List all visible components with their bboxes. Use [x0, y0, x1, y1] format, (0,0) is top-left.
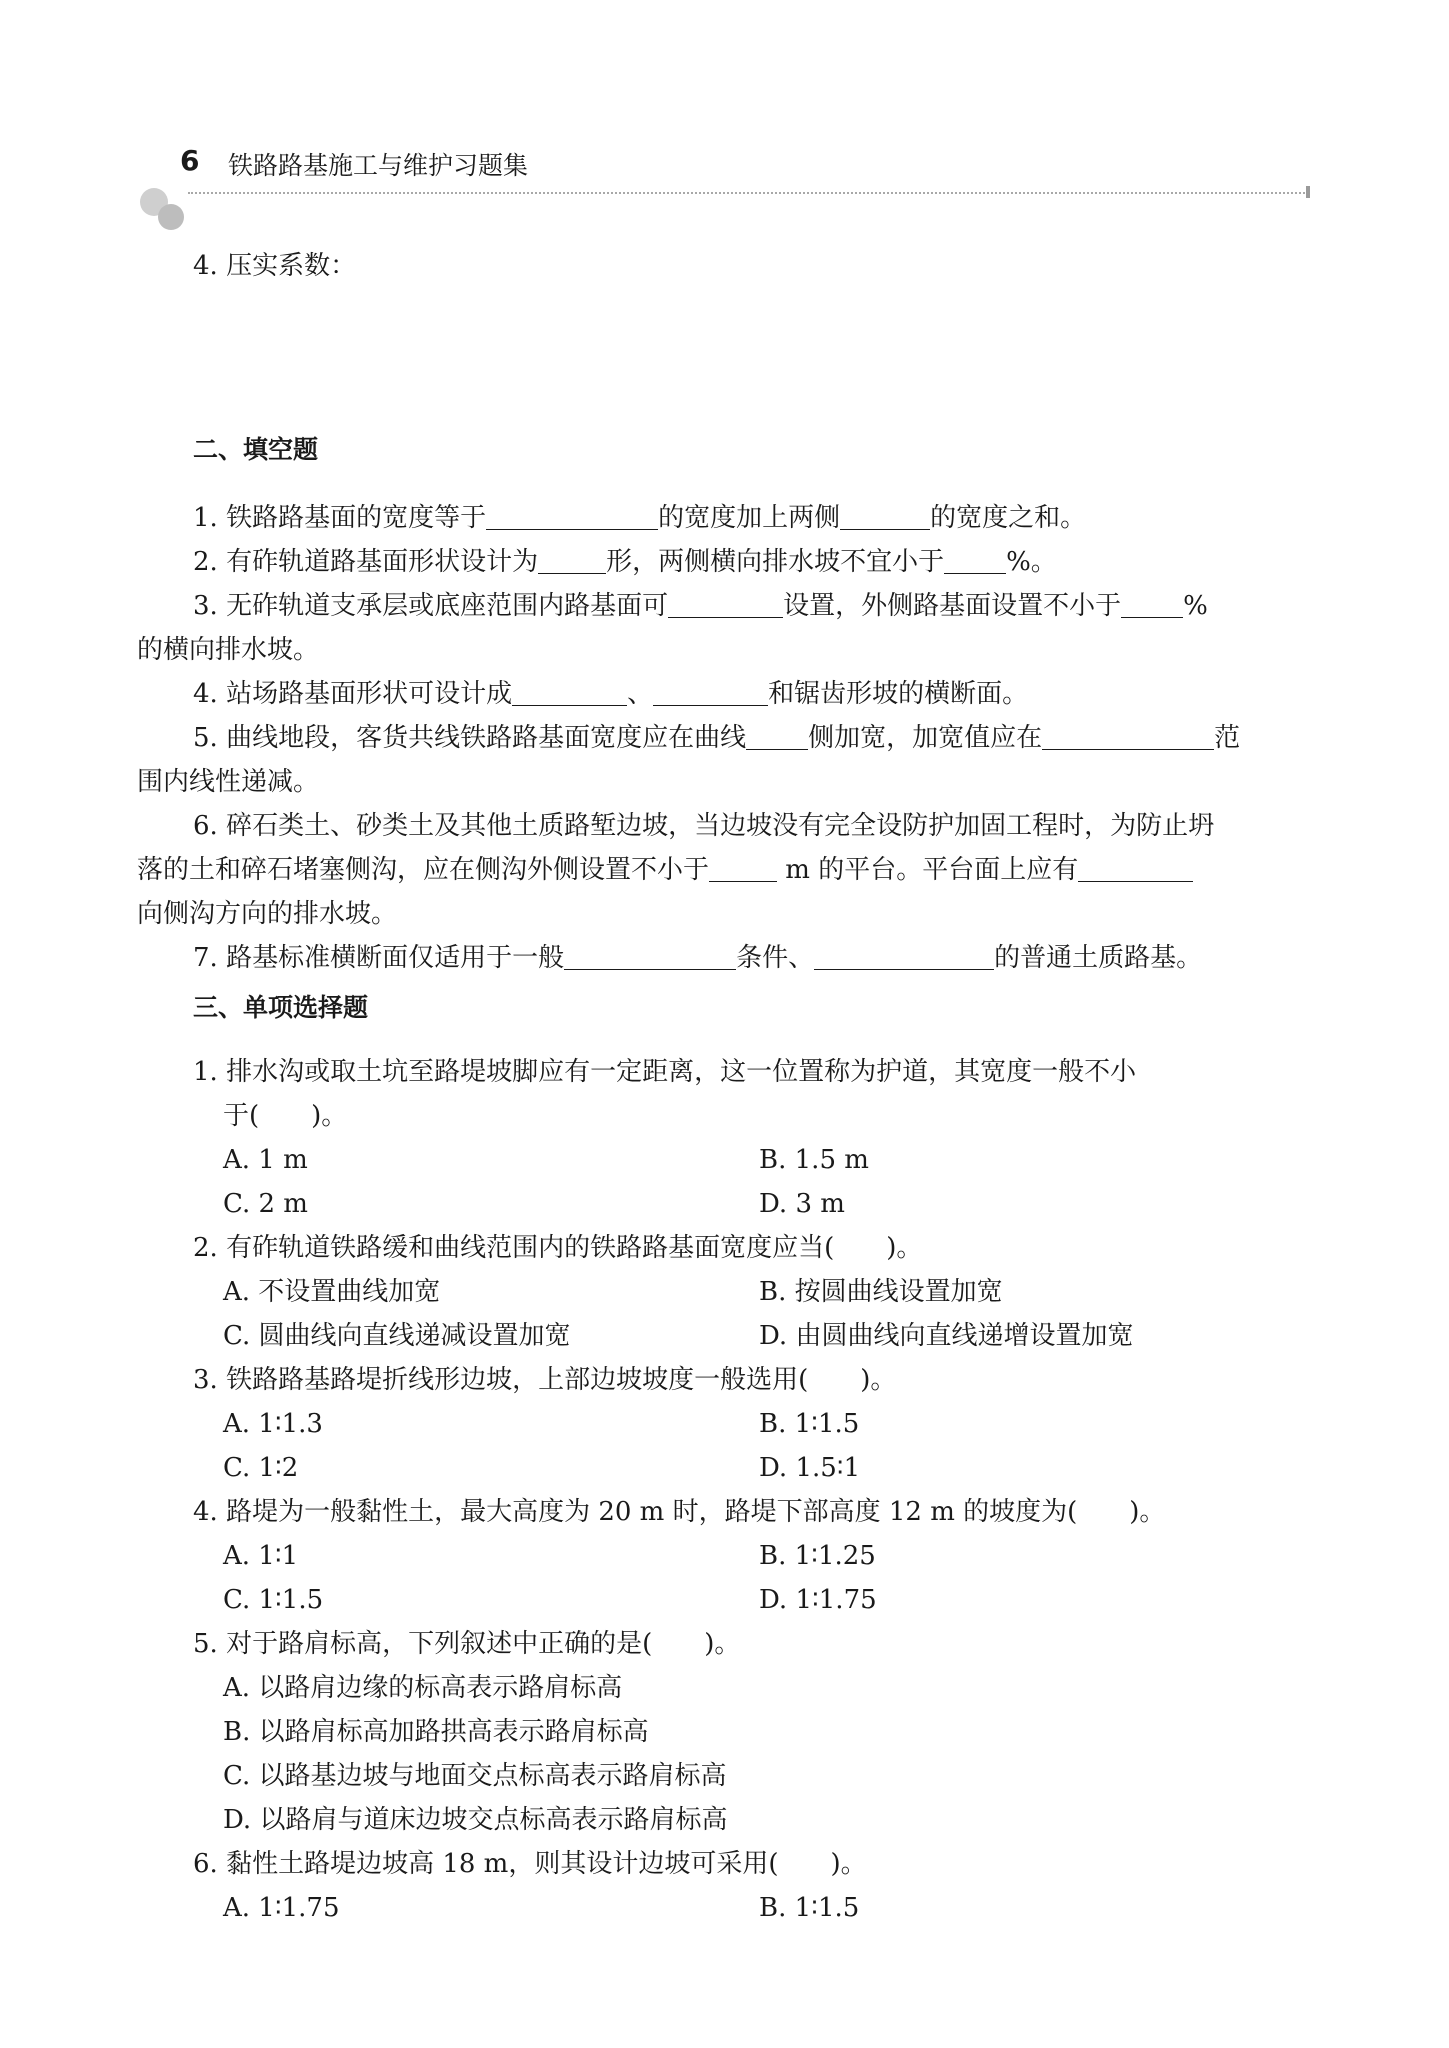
option-b[interactable]: B. 以路肩标高加路拱高表示路肩标高 — [223, 1717, 649, 1747]
choice-options — [137, 1314, 1312, 1358]
option-a[interactable]: A. 以路肩边缘的标高表示路肩标高 — [223, 1673, 623, 1703]
option-a[interactable]: A. 1∶1.75 — [223, 1893, 340, 1923]
answer-blank[interactable] — [709, 855, 777, 882]
answer-blank[interactable] — [1078, 855, 1193, 882]
option-d[interactable]: D. 1∶1.75 — [759, 1585, 877, 1615]
option-b[interactable]: B. 按圆曲线设置加宽 — [759, 1277, 1003, 1307]
book-title: 铁路路基施工与维护习题集 — [228, 151, 529, 180]
option-d[interactable]: D. 3 m — [759, 1189, 845, 1219]
fill-question-3: 3. 无砟轨道支承层或底座范围内路基面可 设置，外侧路基面设置不小于 % — [193, 591, 1208, 621]
fill-question-4: 4. 站场路基面形状可设计成 、 和锯齿形坡的横断面。 — [193, 679, 1029, 709]
fill-question-3-cont: 的横向排水坡。 — [137, 635, 320, 665]
page-header — [140, 144, 1310, 214]
option-b[interactable]: B. 1.5 m — [759, 1145, 869, 1175]
section-title-choice: 三、单项选择题 — [193, 993, 369, 1022]
choice-options — [137, 1886, 1312, 1930]
answer-blank[interactable] — [944, 547, 1006, 574]
answer-blank[interactable] — [538, 547, 606, 574]
answer-blank[interactable] — [1042, 723, 1214, 750]
option-c[interactable]: C. 1∶2 — [223, 1453, 299, 1483]
choice-options — [137, 1138, 1312, 1182]
option-d[interactable]: D. 由圆曲线向直线递增设置加宽 — [759, 1321, 1134, 1351]
choice-options — [137, 1270, 1312, 1314]
section-title-fill: 二、填空题 — [193, 435, 319, 464]
option-b[interactable]: B. 1∶1.5 — [759, 1893, 860, 1923]
fill-question-7: 7. 路基标准横断面仅适用于一般 条件、 的普通土质路基。 — [193, 943, 1203, 973]
answer-blank[interactable] — [840, 503, 930, 530]
answer-blank[interactable] — [668, 591, 783, 618]
page-content — [137, 244, 1312, 1930]
choice-question-2: 2. 有砟轨道铁路缓和曲线范围内的铁路路基面宽度应当( )。 — [193, 1233, 923, 1263]
option-a[interactable]: A. 1 m — [223, 1145, 308, 1175]
option-a[interactable]: A. 1∶1 — [223, 1541, 299, 1571]
page-number: 6 — [180, 144, 200, 177]
answer-blank[interactable] — [746, 723, 808, 750]
option-c[interactable]: C. 2 m — [223, 1189, 308, 1219]
fill-question-6-cont2: 向侧沟方向的排水坡。 — [137, 899, 398, 929]
choice-options — [137, 1446, 1312, 1490]
option-a[interactable]: A. 不设置曲线加宽 — [223, 1277, 441, 1307]
header-decoration-circles — [140, 188, 186, 234]
fill-question-6-cont: 落的土和碎石堵塞侧沟，应在侧沟外侧设置不小于 m 的平台。平台面上应有 — [137, 848, 1312, 892]
option-b[interactable]: B. 1∶1.5 — [759, 1409, 860, 1439]
choice-question-1-cont: 于( )。 — [223, 1101, 348, 1131]
answer-blank[interactable] — [814, 943, 994, 970]
option-d[interactable]: D. 以路肩与道床边坡交点标高表示路肩标高 — [223, 1805, 728, 1835]
answer-blank[interactable] — [1121, 591, 1183, 618]
fill-question-5-cont: 围内线性递减。 — [137, 767, 320, 797]
choice-options — [137, 1534, 1312, 1578]
header-rule — [188, 192, 1308, 194]
choice-question-5: 5. 对于路肩标高，下列叙述中正确的是( )。 — [193, 1629, 741, 1659]
answer-blank[interactable] — [486, 503, 658, 530]
option-c[interactable]: C. 1∶1.5 — [223, 1585, 324, 1615]
option-c[interactable]: C. 圆曲线向直线递减设置加宽 — [223, 1321, 571, 1351]
choice-question-1: 1. 排水沟或取土坑至路堤坡脚应有一定距离，这一位置称为护道，其宽度一般不小 — [193, 1057, 1137, 1087]
choice-options — [137, 1182, 1312, 1226]
fill-question-1: 1. 铁路路基面的宽度等于 的宽度加上两侧 的宽度之和。 — [193, 503, 1087, 533]
option-c[interactable]: C. 以路基边坡与地面交点标高表示路肩标高 — [223, 1761, 727, 1791]
answer-space — [137, 288, 1312, 428]
choice-question-3: 3. 铁路路基路堤折线形边坡，上部边坡坡度一般选用( )。 — [193, 1365, 897, 1395]
option-a[interactable]: A. 1∶1.3 — [223, 1409, 323, 1439]
choice-question-6: 6. 黏性土路堤边坡高 18 m，则其设计边坡可采用( )。 — [193, 1849, 867, 1879]
header-rule-end — [1306, 186, 1310, 198]
answer-blank[interactable] — [512, 679, 627, 706]
choice-options — [137, 1578, 1312, 1622]
answer-blank[interactable] — [653, 679, 768, 706]
option-d[interactable]: D. 1.5∶1 — [759, 1453, 861, 1483]
option-b[interactable]: B. 1∶1.25 — [759, 1541, 876, 1571]
choice-question-4: 4. 路堤为一般黏性土，最大高度为 20 m 时，路堤下部高度 12 m 的坡度为( )。 — [193, 1497, 1166, 1527]
fill-question-6: 6. 碎石类土、砂类土及其他土质路堑边坡，当边坡没有完全设防护加固工程时，为防止坍 — [193, 811, 1215, 841]
definition-item-4: 4. 压实系数： — [193, 251, 357, 281]
fill-question-2: 2. 有砟轨道路基面形状设计为 形，两侧横向排水坡不宜小于 %。 — [193, 547, 1057, 577]
choice-options — [137, 1402, 1312, 1446]
fill-question-5: 5. 曲线地段，客货共线铁路路基面宽度应在曲线 侧加宽，加宽值应在 范 — [193, 723, 1241, 753]
answer-blank[interactable] — [564, 943, 736, 970]
